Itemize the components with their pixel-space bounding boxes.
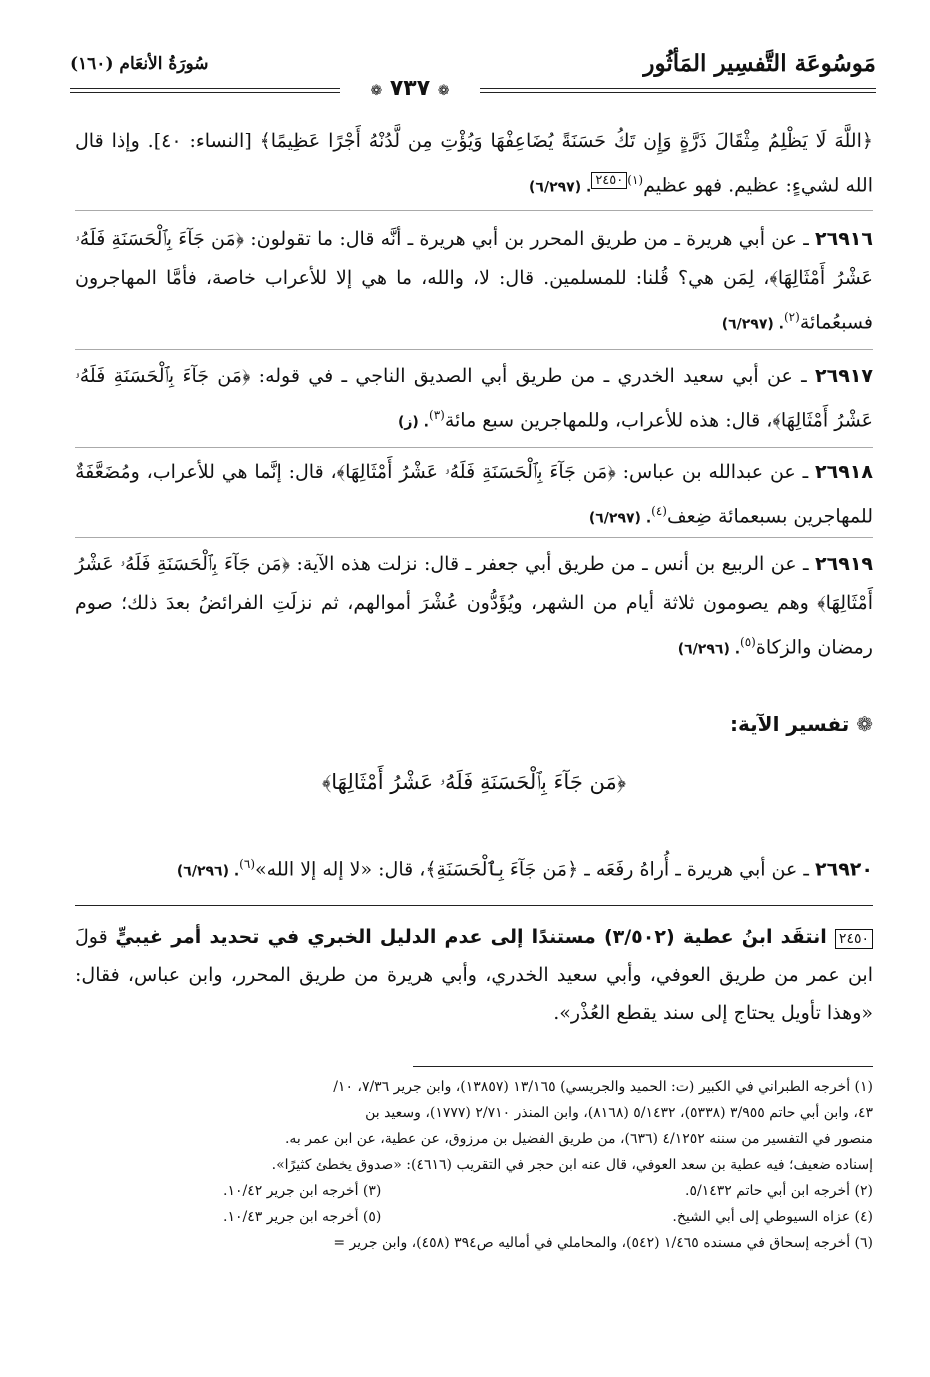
centered-quran-quote: ﴿مَن جَآءَ بِٱلْحَسَنَةِ فَلَهُۥ عَشْرُ أَمْثَالِهَا﴾ bbox=[321, 770, 627, 794]
narration-text: ، لِمَن هي؟ قُلنا: للمسلمين. قال: لا، والله، ما هي إلا للأعراب خاصة، فأمَّا المهاجرون فسبعُمائة bbox=[75, 267, 873, 334]
volume-ref: . (٦/٢٩٧) bbox=[529, 179, 592, 196]
page-number-value: ٧٣٧ bbox=[389, 76, 431, 101]
footnote-line: (٦) أخرجه إسحاق في مسنده ١/٤٦٥ (٥٤٢)، والمحاملي في أماليه ص٣٩٤ (٤٥٨)، وابن جرير = bbox=[333, 1235, 873, 1251]
narration-item bbox=[75, 220, 873, 344]
flower-ornament-icon: ❁ bbox=[856, 712, 873, 736]
footnote-rule bbox=[413, 1066, 873, 1067]
footnote-line: ٤٣، وابن أبي حاتم ٣/٩٥٥ (٥٣٣٨)، ٥/١٤٣٢ (٨١٦٨)، وابن المنذر ٢/٧١٠ (١٧٧٧)، وسعيد بن bbox=[365, 1105, 873, 1121]
narration-text: ـ عن أبي سعيد الخدري ـ من طريق أبي الصديق الناجي ـ في قوله: bbox=[250, 365, 815, 387]
narration-number: ٢٦٩٢٠ bbox=[815, 858, 873, 881]
narration-text: ـ عن أبي هريرة ـ أُراهُ رفَعَه ـ bbox=[578, 858, 816, 881]
ayah-reference: [النساء: ٤٠] bbox=[153, 130, 252, 152]
footnote-marker: (٥) bbox=[740, 635, 756, 649]
intro-text: . وإذا قال الله لشيءٍ: عظيم. فهو عظيم bbox=[75, 130, 873, 197]
quran-quote: ﴿مَن جَآءَ بِٱلْحَسَنَةِ فَلَهُۥ عَشْرُ أَمْثَالِهَا﴾ bbox=[336, 461, 616, 483]
section-heading-text: تفسير الآية: bbox=[730, 712, 850, 736]
narration-text: وهم يصومون ثلاثة أيام من الشهر، ويُؤَدُّون عُشْرَ أموالهم، ثم نزلَتِ الفرائضُ بعدَ ذلك؛ صوم رمضان والزكاة bbox=[75, 592, 873, 659]
footnote-line: (٢) أخرجه ابن أبي حاتم ٥/١٤٣٢. bbox=[685, 1183, 873, 1199]
note-box-marker: ٢٤٥٠ bbox=[591, 172, 627, 189]
narration-item bbox=[75, 545, 873, 669]
volume-ref: . (ز) bbox=[397, 414, 429, 431]
note-lead: انتقَد ابنُ عطية (٣/٥٠٢) مستندًا إلى عدم الدليل الخبري في تحديد أمر غيبيٍّ bbox=[115, 926, 835, 948]
narration-number: ٢٦٩١٩ bbox=[815, 553, 874, 575]
footnote-marker: (٣) bbox=[429, 408, 445, 422]
narration-text: ، قال: «لا إله إلا الله» bbox=[255, 858, 426, 881]
divider bbox=[75, 537, 873, 538]
volume-ref: . (٦/٢٩٧) bbox=[721, 316, 784, 333]
note-rule bbox=[75, 905, 873, 906]
narration-text: ـ عن الربيع بن أنس ـ من طريق أبي جعفر ـ قال: نزلت هذه الآية: bbox=[290, 553, 816, 575]
footnote-pair bbox=[223, 1178, 873, 1204]
narration-text: ـ عن عبدالله بن عباس: bbox=[615, 461, 815, 483]
footnote-marker: (٦) bbox=[239, 857, 255, 871]
footnote-marker: (٢) bbox=[783, 310, 800, 324]
footnote-line: (١) أخرجه الطبراني في الكبير (ت: الحميد والجريسي) ١٣/١٦٥ (١٣٨٥٧)، وابن جرير ٧/٣٦، ١٠/ bbox=[333, 1079, 873, 1095]
narration-item bbox=[75, 453, 873, 538]
quran-quote: ﴿مَن جَآءَ بِٱلْحَسَنَةِ فَلَهُۥ عَشْرُ أَمْثَالِهَا﴾ bbox=[75, 365, 873, 432]
volume-ref: . (٦/٢٩٦) bbox=[176, 863, 240, 880]
book-title: مَوسُوعَة التَّفسِير المَأثُور bbox=[643, 50, 876, 77]
narration-text: ـ عن أبي هريرة ـ من طريق المحرر بن أبي هريرة ـ أنَّه قال: ما تقولون: bbox=[244, 228, 816, 250]
narration-number: ٢٦٩١٧ bbox=[815, 365, 873, 387]
footnote-line: منصور في التفسير من سننه ٤/١٢٥٢ (٦٣٦)، من طريق الفضيل بن مرزوق، عن عطية، عن ابن عمر به. bbox=[284, 1131, 873, 1147]
volume-ref: . (٦/٢٩٧) bbox=[588, 510, 652, 527]
volume-ref: . (٦/٢٩٦) bbox=[677, 641, 741, 658]
quran-quote: ﴿مَن جَآءَ بِٱلْحَسَنَةِ﴾ bbox=[425, 858, 579, 881]
divider bbox=[75, 210, 873, 211]
footnote-line: (٣) أخرجه ابن جرير ١٠/٤٢. bbox=[223, 1183, 382, 1199]
narration-number: ٢٦٩١٨ bbox=[815, 461, 873, 483]
footnote-marker: (٤) bbox=[651, 504, 667, 518]
footnote-marker: (١) bbox=[627, 173, 644, 187]
note-text: قولَ ابن عمر من طريق العوفي، وأبي سعيد الخدري، وأبي هريرة من طريق المحرر، وابن عباس، فقال: «وهذا تأويل يحتاج إلى سند يقطع العُذْر». bbox=[75, 926, 873, 1024]
footnote-line: إسناده ضعيف؛ فيه عطية بن سعد العوفي، قال عنه ابن حجر في التقريب (٤٦١٦): «صدوق يخطئ كثيرًا». bbox=[271, 1157, 873, 1173]
divider bbox=[75, 447, 873, 448]
divider bbox=[75, 349, 873, 350]
surah-label: سُورَةُ الأنعَام (١٦٠) bbox=[70, 54, 209, 74]
footnote-line: (٤) عزاه السيوطي إلى أبي الشيخ. bbox=[672, 1209, 873, 1225]
footnotes bbox=[62, 1074, 873, 1256]
narration-item bbox=[75, 357, 873, 442]
intro-paragraph bbox=[75, 122, 873, 207]
quran-quote: ﴿اللَّهَ لَا يَظْلِمُ مِثْقَالَ ذَرَّةٍ وَإِن تَكُ حَسَنَةً يُضَاعِفْهَا وَيُؤْتِ مِن لَّدُنْهُ أَجْرًا عَظِيمًا﴾ bbox=[259, 130, 874, 152]
note-box-marker: ٢٤٥٠ bbox=[835, 929, 873, 949]
ornament-icon: ❁ bbox=[437, 83, 450, 99]
narration-number: ٢٦٩١٦ bbox=[815, 228, 873, 250]
section-heading bbox=[730, 712, 873, 736]
quran-quote: ﴿مَن جَآءَ بِٱلْحَسَنَةِ فَلَهُۥ عَشْرُ أَمْثَالِهَا﴾ bbox=[75, 228, 873, 289]
page-number bbox=[340, 76, 480, 101]
ornament-icon: ❁ bbox=[370, 83, 383, 99]
narration-text: ، قال: هذه للأعراب، وللمهاجرين سبع مائة bbox=[444, 409, 773, 432]
footnote-line: (٥) أخرجه ابن جرير ١٠/٤٣. bbox=[223, 1209, 382, 1225]
footnote-pair bbox=[223, 1204, 873, 1230]
commentary-note bbox=[75, 918, 873, 1032]
narration-item bbox=[75, 845, 873, 891]
narration-text: ، قال: إنَّما هي للأعراب، ومُضَعَّفَةٌ للمهاجرين بسبعمائة ضِعف bbox=[75, 461, 873, 528]
quran-quote: ﴿مَن جَآءَ بِٱلْحَسَنَةِ فَلَهُۥ عَشْرُ أَمْثَالِهَا﴾ bbox=[75, 553, 873, 614]
